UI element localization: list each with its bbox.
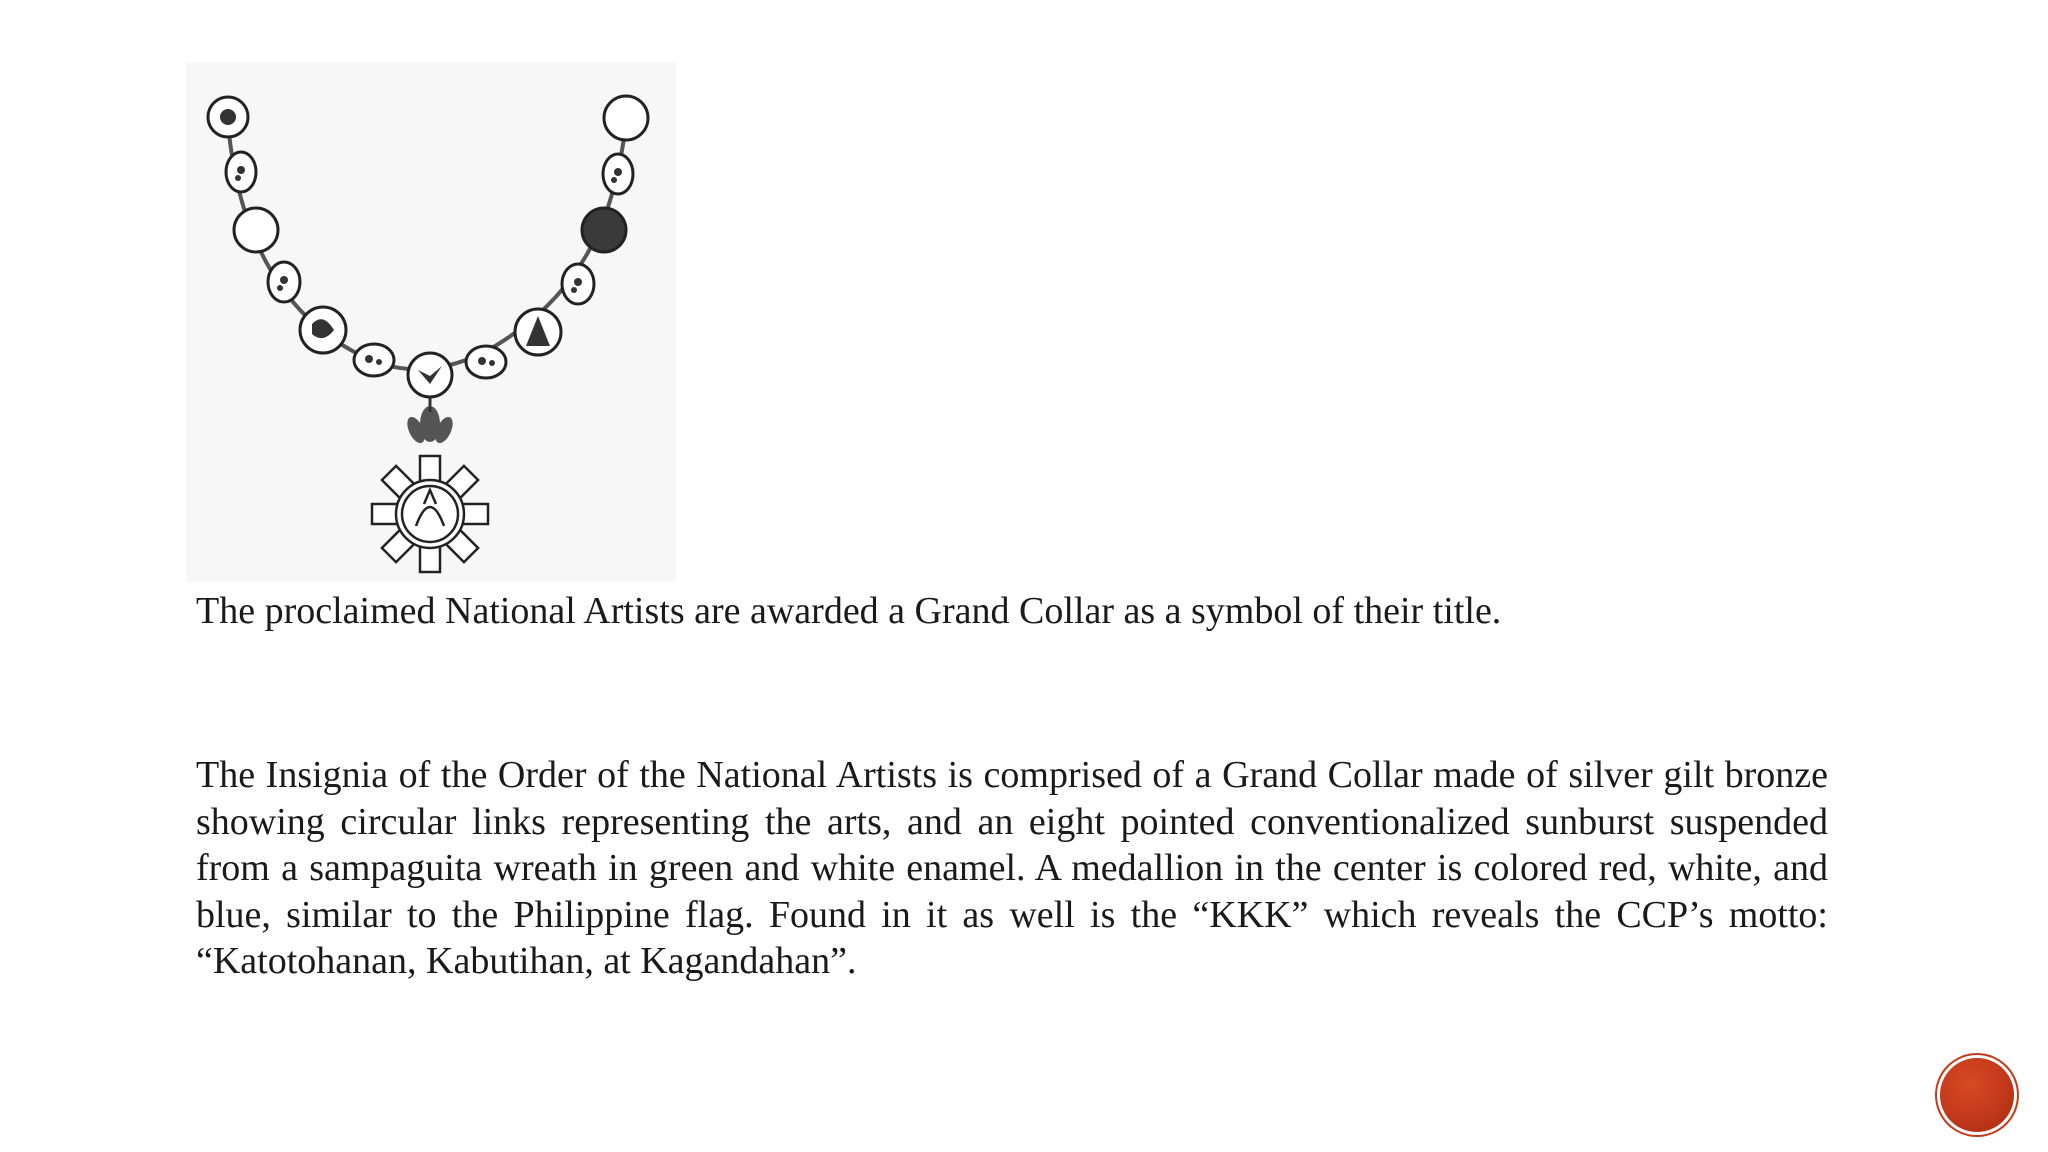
slide-body-paragraph: The Insignia of the Order of the National Artists is comprised of a Grand Collar made of silver gilt bronze showing circular links representing the arts, and an eight pointed conventionalized sunburst suspended from a sampaguita wreath in green and white enamel. A medallion in the center is colored red, white, and blue, similar to the Philippine flag. Found in it as well is the “KKK” which reveals the CCP’s motto: “Katotohanan, Kabutihan, at Kagandahan”.	[196, 754, 1828, 982]
next-slide-button[interactable]	[1940, 1058, 2014, 1132]
grand-collar-illustration	[186, 62, 676, 582]
slide-caption: The proclaimed National Artists are awarded a Grand Collar as a symbol of their title.	[196, 590, 1502, 632]
